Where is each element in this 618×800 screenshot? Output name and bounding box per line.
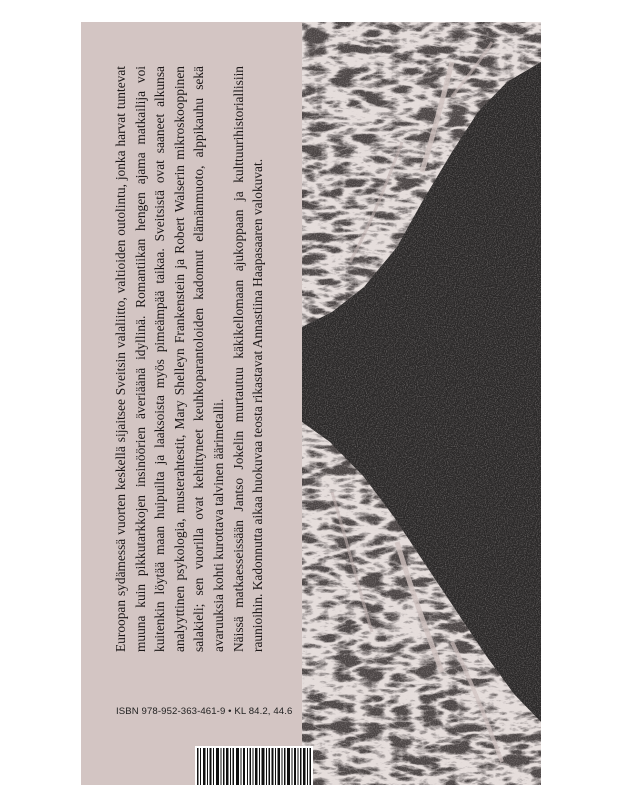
blurb-paragraph-2: Näissä matkaesseissään Jantso Jokelin murtautuu käkikellomaan ajukoppaan ja kulttuurihistoriallisiin raunioihin. Kadonnutta aikaa huokuvaa teosta rikastavat Annastiina Haapasaaren valokuvat. <box>230 66 266 652</box>
mountain-photograph <box>302 22 541 785</box>
isbn-classification: ISBN 978-952-363-461-9 • KL 84.2, 44.6 <box>116 706 293 717</box>
mountain-valley-image <box>302 22 541 785</box>
barcode <box>195 746 313 785</box>
blurb-paragraph-1: Euroopan sydämessä vuorten keskellä sijaitsee Sveitsin valaliitto, valtioiden outolintu, jonka harvat tuntevat muuna kuin pikkutarkkojen insinöörien äveriäänä idyllinä. Romantiikan hengen ajama matkailija voi kuitenkin löytää maan huipuilta ja laaksoista myös pimeämpää taikaa. Sveitsistä ovat saaneet alkunsa analyyttinen psykologia, musterahtestit, Mary Shelleyn Frankenstein ja Robert Walserin mikroskooppinen salakieli; sen vuorilla ovat kehittyneet keuhkoparantoloiden kadonnut elämänmuoto, alppikauhu sekä avaruuksia kohti kurottava talvinen äärimetalli. <box>113 66 226 652</box>
back-cover-blurb <box>111 66 281 652</box>
